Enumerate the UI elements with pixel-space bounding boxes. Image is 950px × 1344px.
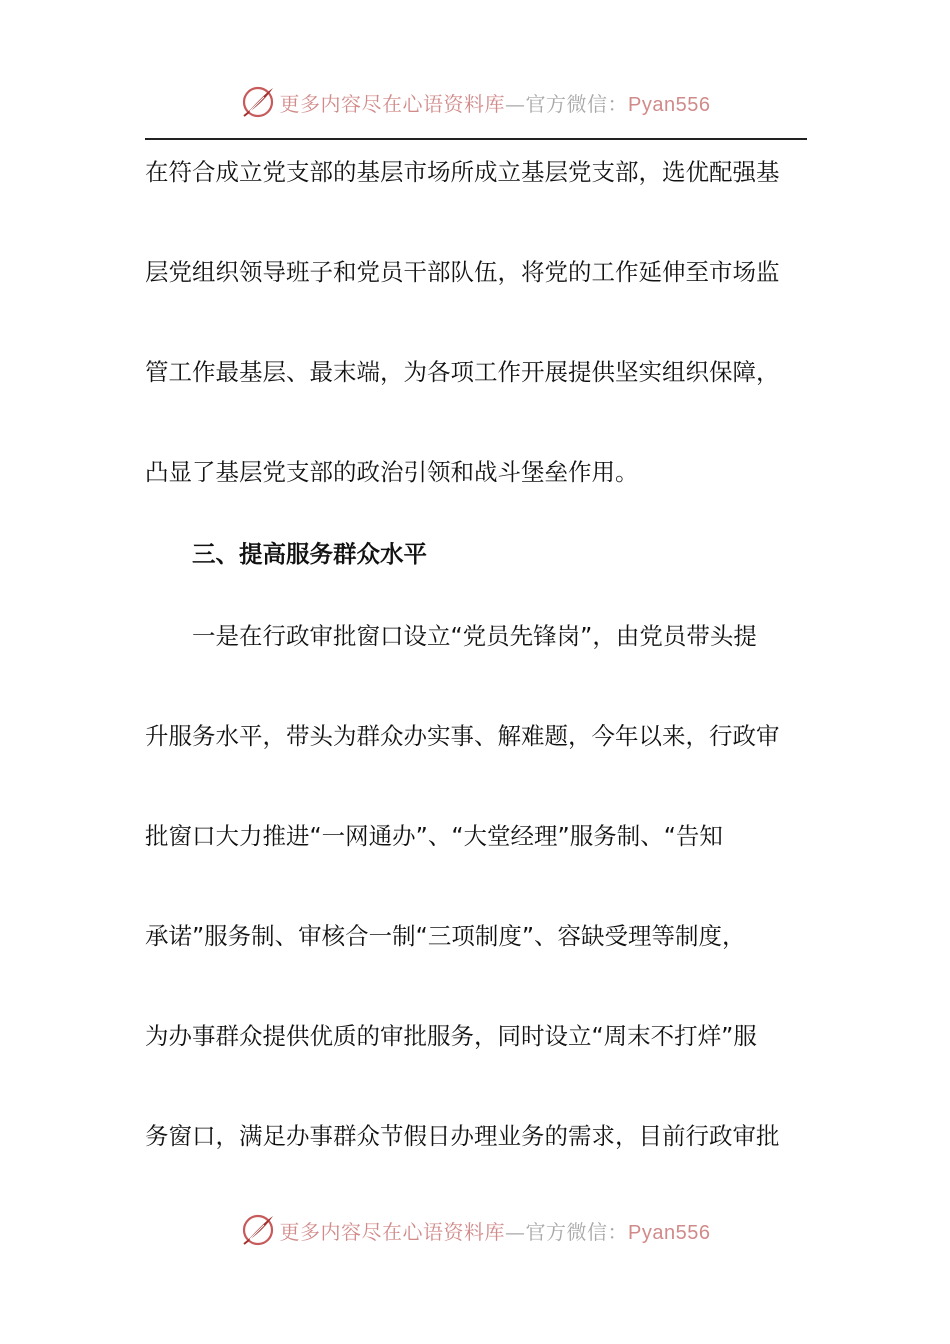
- header-watermark: [0, 82, 950, 122]
- quill-logo-icon: [240, 1212, 276, 1248]
- paragraph: [145, 147, 807, 497]
- text-line: 凸显了基层党支部的政治引领和战斗堡垒作用。: [145, 458, 639, 486]
- text-line: 层党组织领导班子和党员干部队伍，将党的工作延伸至市场监: [145, 258, 780, 286]
- document-body: [145, 147, 807, 1161]
- text-line: 批窗口大力推进“一网通办”、“大堂经理”服务制、“告知: [145, 822, 723, 850]
- text-line: 管工作最基层、最末端，为各项工作开展提供坚实组织保障，: [145, 358, 780, 386]
- footer-watermark: [0, 1210, 950, 1250]
- text-line: 为办事群众提供优质的审批服务，同时设立“周末不打烊”服: [145, 1022, 757, 1050]
- header-divider: [145, 138, 807, 140]
- watermark-text: 更多内容尽在心语资料库—官方微信：Pyan556: [279, 1219, 711, 1244]
- text-line: 承诺”服务制、审核合一制“三项制度”、容缺受理等制度，: [145, 922, 746, 950]
- text-line: 在符合成立党支部的基层市场所成立基层党支部，选优配强基: [145, 158, 780, 186]
- quill-logo-icon: [240, 84, 276, 120]
- paragraph: [145, 611, 807, 1161]
- watermark-text: 更多内容尽在心语资料库—官方微信：Pyan556: [279, 91, 711, 116]
- text-line: 升服务水平，带头为群众办实事、解难题，今年以来，行政审: [145, 722, 780, 750]
- section-heading: 三、提高服务群众水平: [192, 540, 427, 568]
- text-line: 务窗口，满足办事群众节假日办理业务的需求，目前行政审批: [145, 1122, 780, 1150]
- text-line: 一是在行政审批窗口设立“党员先锋岗”，由党员带头提: [192, 622, 757, 650]
